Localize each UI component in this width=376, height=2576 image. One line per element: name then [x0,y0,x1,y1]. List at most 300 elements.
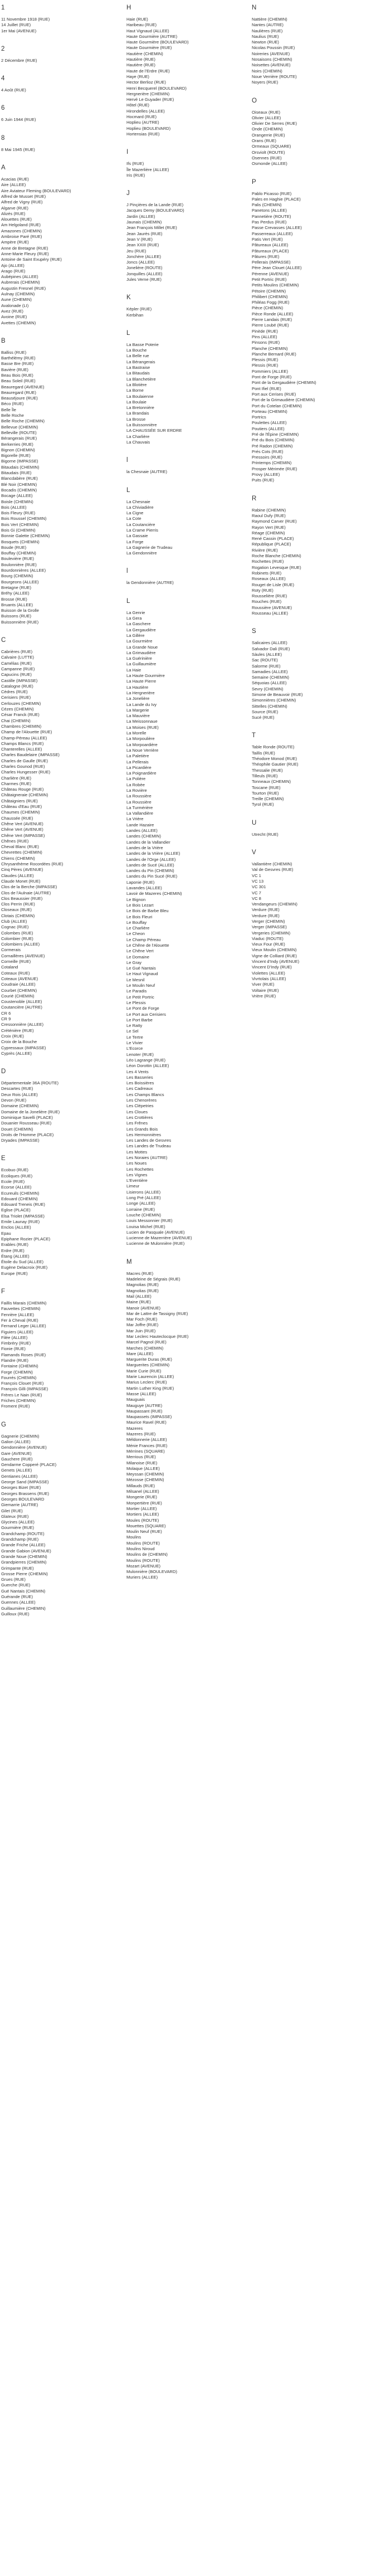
street-name: Flandre (RUE) [1,1358,28,1363]
street-name: Jean V (RUE) [126,236,153,242]
street-name: Chambres (CHEMIN) [1,723,42,729]
letter-section [126,1258,251,1581]
street-name: Lorraine (RUE) [126,1206,155,1212]
letter-section [1,1420,125,1618]
street-name: Les Landes de Trudeau [126,1143,171,1149]
street-name: La Hergnerière [126,690,155,695]
street-name: Théodore Monod (RUE) [252,756,297,762]
street-name: Verdure (RUE) [252,913,280,918]
street-name: Ifs (RUE) [126,161,144,167]
street-name: Marie Curie (RUE) [126,1368,162,1374]
street-name: Boulonnière (RUE) [1,562,37,567]
index-column-2 [125,0,251,2576]
street-name: Buisson de la Grolle [1,608,39,613]
street-name: LA CHAUSSÉE SUR ERDRE [126,428,182,434]
street-name: Croix (RUE) [1,1033,24,1039]
street-name: Tonneaux (CHEMIN) [252,779,291,785]
section-letter-heading: L [126,486,130,494]
street-name: Le Sel [126,1029,139,1034]
section-letter-heading: T [252,732,256,739]
street-name: Rouget de Lisle (RUE) [252,582,294,587]
street-name: Hautière (CHEMIN) [126,51,163,56]
street-name: Rousselière (RUE) [252,593,287,599]
street-name: Pâtures (RUE) [252,254,280,259]
street-name: Le Port aux Cerisiers [126,1011,166,1017]
street-name: La Haute Pierre [126,679,157,684]
street-name: Hervé Le Guyader (RUE) [126,97,174,103]
street-name: Marius Leclerc (RUE) [126,1380,167,1385]
street-name: Jules Verne (RUE) [126,276,162,282]
street-name: Simone de Beauvoir (RUE) [252,692,303,697]
street-name: Hocmard (RUE) [126,114,157,120]
street-name: Erables (RUE) [1,1242,28,1248]
street-name: Châtaigniers (RUE) [1,798,38,804]
street-name: Fauvettes (CHEMIN) [1,1306,41,1312]
street-name: Mazeres [126,1425,143,1431]
street-list [126,610,251,1247]
letter-section [126,3,251,137]
street-name: Belle Île [1,407,17,412]
street-name: Gauchere (RUE) [1,1456,33,1462]
street-list [252,640,376,720]
street-name: Île Mazerlière (ALLEE) [126,167,169,172]
street-name: La Margerie [126,707,149,713]
street-name: Arago (RUE) [1,268,26,274]
street-name: Olivier De Serres (RUE) [252,121,297,126]
street-name: Viver (RUE) [252,982,275,987]
street-name: Bretagne (RUE) [1,585,32,590]
letter-section [1,74,125,93]
street-name: Tyrol (RUE) [252,802,274,807]
street-name: Devon (RUE) [1,1098,27,1103]
street-name: Jonelière (ROUTE) [126,265,163,271]
street-name: Tourton (RUE) [252,790,279,796]
letter-section [1,337,125,625]
street-name: La Blotière [126,382,147,387]
street-name: Le Ratty [126,1023,143,1029]
street-name: Louis Messonnier (RUE) [126,1218,173,1224]
street-name: 11 Novembre 1918 (RUE) [1,17,50,22]
street-name: La Vrière [126,816,144,822]
street-name: Val de Gesvres (RUE) [252,867,294,873]
letter-section [252,494,376,617]
street-name: La Chesnaie [126,499,150,504]
street-name: Les 4 Vents [126,1069,149,1074]
street-name: Pont de Forge (RUE) [252,374,292,380]
street-name: Blancdabère (RUE) [1,476,38,481]
street-name: Pérenne (AVENUE) [252,271,289,276]
street-name: Le Pont de Forge [126,1006,159,1011]
street-name: Descartes (RUE) [1,1086,33,1092]
street-name: Chrysanthème Rocordées (RUE) [1,861,64,867]
street-name: Pinède (RUE) [252,328,278,334]
street-name: La Morpoardière [126,742,158,747]
section-letter-heading: E [1,1155,6,1162]
street-name: Magnolias (RUE) [126,1282,159,1288]
street-name: Chai (CHEMIN) [1,718,31,723]
street-name: Les Cadreaux [126,1086,153,1092]
street-name: Milsanel (ALLEE) [126,1489,159,1494]
street-name: Guilloux (RUE) [1,1611,30,1616]
street-name: Passe Crevasses (ALLEE) [252,225,302,231]
street-name: Taillis (RUE) [252,750,275,756]
street-name: VC 7 [252,890,261,895]
street-name: Naulières (RUE) [252,28,283,33]
section-letter-heading: I [126,149,129,156]
street-name: Marguerites (CHEMIN) [126,1362,170,1368]
street-name: La Morpoulière [126,736,155,742]
section-letter-heading: 8 [1,134,5,142]
letter-section [252,848,376,999]
section-letter-heading: F [1,1288,6,1296]
street-name: Ecorse (ALLEE) [1,1185,32,1190]
street-name: Dryades (IMPASSE) [1,1138,40,1143]
section-letter-heading: L [126,329,130,337]
street-name: Samadies (ALLEE) [252,669,288,674]
street-name: Chevrettes (CHEMIN) [1,850,42,855]
street-name: George Sand (IMPASSE) [1,1479,49,1485]
street-name: Toscane (RUE) [252,785,281,790]
street-name: Noyers (RUE) [252,80,279,85]
street-name: La Polière [126,776,146,782]
street-name: Bréhy (ALLEE) [1,591,30,596]
street-list [252,832,376,837]
street-name: Sac (ROUTE) [252,658,278,663]
street-name: Hortensias (RUE) [126,131,160,137]
street-name: Poulettes (ALLEE) [252,420,287,426]
street-name: Noirs (CHEMIN) [252,68,282,74]
street-name: Oiseaux (RUE) [252,109,281,115]
street-name: Bigorne (IMPASSE) [1,459,38,464]
street-name: Rochettes (RUE) [252,559,284,564]
street-name: Châtaigneraie (CHEMIN) [1,792,48,798]
street-name: Philéas Fogg (RUE) [252,300,290,305]
street-name: Verger (CHEMIN) [252,919,285,924]
street-name: Moulins de (CHEMIN) [126,1552,168,1557]
street-name: La Belle rue [126,353,149,359]
street-name: Les Boissières [126,1080,154,1086]
street-name: Haute de l'Erdre (RUE) [126,68,170,74]
street-name: Hector Berlioz (RUE) [126,80,166,85]
street-list [1,147,125,153]
street-name: La Jonelière [126,696,150,702]
street-name: Edouard Treneis (RUE) [1,1202,45,1207]
street-name: Vigne de Colliard (RUE) [252,953,297,958]
street-name: Maupassets (IMPASSE) [126,1414,172,1420]
street-name: 8 Mai 1945 (RUE) [1,147,35,152]
street-name: Guillaumière (CHEMIN) [1,1605,46,1611]
street-list [252,17,376,86]
street-name: Elsa Triolet (IMPASSE) [1,1213,45,1219]
section-letter-heading: 1 [1,4,5,11]
street-name: La Brosse [126,416,146,422]
street-name: Boulevière (RUE) [1,556,35,562]
street-name: Am Helgoland (RUE) [1,222,41,228]
street-name: Belle Roche [1,413,24,418]
street-name: Berkerries (RUE) [1,441,33,447]
street-name: Grues (RUE) [1,1577,26,1582]
street-list [126,161,251,178]
street-name: Bérangerais (RUE) [1,436,37,441]
street-name: Pins (ALLEE) [252,334,277,339]
street-name: Raoul Dufy (RUE) [252,513,286,518]
street-name: Filée (ALLEE) [1,1335,28,1340]
street-name: Ménie Frances (RUE) [126,1443,168,1448]
street-name: La Bitaudais [126,371,150,376]
street-name: Bois Roussel (CHEMIN) [1,516,47,522]
street-name: Hôtel (RUE) [126,103,149,108]
street-name: Pétoire (CHEMIN) [252,288,286,294]
street-name: Rabine (CHEMIN) [252,507,286,513]
street-name: Noue Verrière (ROUTE) [252,74,297,79]
street-list [1,1080,125,1143]
street-name: La Gaschere [126,621,151,627]
street-name: La Gendonnière [126,551,157,556]
street-name: Avez (RUE) [1,308,23,314]
street-name: La Grande Noue [126,644,158,650]
street-name: Les Mottes [126,1149,148,1155]
section-letter-heading: U [252,819,257,826]
street-name: Cerisiers (RUE) [1,695,31,700]
street-name: Pinsons (RUE) [252,340,280,345]
street-name: Thessalie (RUE) [252,767,283,773]
street-name: Gué Nantais (CHEMIN) [1,1588,46,1594]
street-name: Les Hermonnières [126,1132,162,1137]
street-name: Friches (CHEMIN) [1,1398,36,1404]
street-name: Vivrtolais (ALLEE) [252,976,286,981]
street-name: Le Tertre [126,1034,143,1040]
street-name: Rouches (RUE) [252,599,282,605]
street-name: Nicolas Poussin (RUE) [252,45,295,51]
street-name: Ecobuo (RUE) [1,1167,28,1173]
street-name: Cézes (CHEMIN) [1,707,34,712]
street-name: Vincent D'Indy (RUE) [252,965,292,970]
street-name: Jardin (ALLEE) [126,213,155,219]
street-name: Colombier (RUE) [1,936,33,941]
street-name: Maupassant (RUE) [126,1408,163,1414]
street-name: Le Domaine [126,954,149,960]
street-name: Port du Cotelan (CHEMIN) [252,403,302,408]
street-name: Le Mesnil [126,977,145,982]
street-name: Palis (CHEMIN) [252,202,282,208]
street-name: Prés Cots (RUE) [252,449,284,454]
street-name: La Grimaudière [126,650,156,655]
street-name: Landes de la Vallandier [126,839,170,845]
street-name: Sàules (ALLEE) [252,651,282,657]
street-list [126,1271,251,1581]
street-name: Roussière (AVENUE) [252,605,292,610]
street-name: Coustenoble (ALLEE) [1,999,42,1005]
street-name: Maurice Ravel (RUE) [126,1420,167,1425]
street-name: Mar Juin (RUE) [126,1328,156,1333]
street-name: Madeleine de Ségrais (RUE) [126,1277,180,1282]
street-name: Coudraie (ALLEE) [1,982,36,987]
street-name: La Robèe [126,782,145,787]
street-name: Grandchamp (RUE) [1,1537,39,1542]
street-name: Salicaires (ALLEE) [252,640,287,646]
street-list [126,17,251,137]
street-name: VC 8 [252,895,261,901]
section-letter-heading: J [126,190,130,197]
street-name: La Basse Poterie [126,342,159,347]
street-name: Martin Luther King (RUE) [126,1385,174,1391]
street-name: Landes (CHEMIN) [126,834,162,839]
street-name: Osmonde (ALLEE) [252,161,287,167]
street-name: François Clouet (RUE) [1,1381,44,1386]
street-name: Père Jean Clouet (ALLEE) [252,265,302,271]
street-name: Bosquets (CHEMIN) [1,539,40,544]
street-name: La Mauvière [126,713,150,719]
street-name: Les Landes de Gesvres [126,1138,172,1143]
letter-section [126,597,251,1247]
street-name: Rayon Vert (RUE) [252,524,286,530]
street-name: Pré du Bois (CHEMIN) [252,437,295,443]
street-name: Emile Launay (RUE) [1,1219,40,1225]
street-name: Bocadis (CHEMIN) [1,487,37,493]
street-name: Avoine (RUE) [1,314,27,320]
street-name: Jonquilles (ALLEE) [126,271,163,276]
street-name: La Moises (RUE) [126,724,159,730]
street-name: Maine (RUE) [126,1299,151,1305]
street-name: Gilet (RUE) [1,1508,23,1513]
street-name: Pellerais (IMPASSE) [252,260,291,265]
street-name: Beau Soleil (RUE) [1,378,36,384]
street-name: Jonchère (ALLEE) [126,254,162,259]
street-name: Verdure (RUE) [252,907,280,913]
street-name: La Cigne [126,510,144,516]
street-name: Courié (CHEMIN) [1,993,35,999]
street-name: Longe (ALLEE) [126,1201,155,1206]
street-name: Aire (ALLEE) [1,182,26,188]
street-list [1,177,125,326]
street-name: Monpertière (RUE) [126,1500,162,1506]
letter-section [126,567,251,586]
street-name: Salvador Dali (RUE) [252,646,290,651]
street-name: Orans (RUE) [252,138,276,144]
street-name: Galion (ALLEE) [1,1439,31,1444]
street-name: Les Noraies (AUTRE) [126,1155,168,1160]
street-name: Lucien de Pasquale (AVENUE) [126,1229,185,1235]
street-name: Mare (ALLEE) [126,1351,154,1356]
index-column-3 [251,0,376,2576]
street-name: VC 301 [252,884,266,890]
street-name: Anne de Bretagne (RUE) [1,245,48,251]
street-name: La Rovière [126,787,147,793]
street-name: Jeu (RUE) [126,248,147,254]
street-name: Mongerie (RUE) [126,1494,157,1500]
section-letter-heading: H [126,4,131,11]
section-letter-heading: 6 [1,105,5,112]
letter-section [1,45,125,64]
street-name: Georges Bizet (RUE) [1,1485,41,1491]
street-name: Chêne Vert (AVENUE) [1,827,43,832]
street-name: Henri Becquerel (BOULEVARD) [126,85,187,91]
street-name: Noireries (AVENUE) [252,51,290,56]
street-name: Vendangeurs (CHEMIN) [252,902,297,907]
street-name: Sevry (CHEMIN) [252,686,284,692]
street-name: Champs Blancs (RUE) [1,741,44,746]
street-name: Ormeaux (SQUARE) [252,144,291,149]
street-name: Port de la Grimaudière (CHEMIN) [252,397,315,403]
street-name: Lucienne de Mulonnière (RUE) [126,1241,185,1246]
letter-section [252,3,376,86]
street-list [1,87,125,93]
street-list [126,580,251,586]
street-name: Colombes (RUE) [1,930,33,936]
street-name: Balliss (RUE) [1,349,27,355]
street-name: La Hautière [126,684,149,690]
street-name: Muriers (ALLEE) [126,1575,158,1580]
street-name: Cinq Pères (AVENUE) [1,867,43,873]
section-letter-heading: P [252,178,256,186]
street-name: Landes du Pin (CHEMIN) [126,868,174,874]
street-name: Pierre Loubé (RUE) [252,323,289,328]
street-name: Pas Perdus (RUE) [252,220,287,225]
street-name: Haie (RUE) [126,17,148,22]
street-name: Pressoirs (RUE) [252,455,282,460]
street-name: République (PLACE) [252,542,291,547]
street-name: Haute Gourmière (RUE) [126,45,172,51]
street-name: Moulin Neuf (RUE) [126,1529,162,1535]
street-name: Iris (RUE) [126,172,145,178]
letter-section [1,104,125,123]
street-name: Table Ronde (ROUTE) [252,744,295,750]
street-name: Pâtureaux (PLACE) [252,248,289,254]
street-name: Chanterelles (ALLEE) [1,747,42,752]
section-letter-heading: G [1,1421,6,1428]
street-name: Verger (IMPASSE) [252,924,287,930]
street-name: Port aux Cerises (RUE) [252,391,296,397]
street-name: La Bérangerais [126,359,155,364]
street-name: Le Champ Péreau [126,937,161,942]
street-name: Coteaux (AVENUE) [1,976,38,981]
street-name: Mar Leclerc Hauteclocque (RUE) [126,1334,189,1339]
street-name: Chaussée (RUE) [1,815,33,821]
street-name: Pré de l'Épine (CHEMIN) [252,432,299,437]
street-name: Grande Noue (CHEMIN) [1,1554,47,1559]
street-name: La Gourmière [126,639,153,644]
letter-section [252,96,376,167]
street-name: Ampère (RUE) [1,240,29,245]
street-name: Gourmière (RUE) [1,1525,35,1531]
street-name: La Boulaie [126,399,147,405]
street-name: Bruants (ALLEE) [1,602,33,607]
street-list [1,649,125,1056]
street-name: Les Basseries [126,1074,153,1080]
street-name: Grandpierres (CHEMIN) [1,1560,47,1565]
street-name: Alfred de Vigny (RUE) [1,199,43,205]
street-name: Le Gray [126,960,142,965]
street-name: Marches (CHEMIN) [126,1345,164,1351]
letter-section [1,1067,125,1143]
section-letter-heading: l [126,457,128,464]
street-name: Bois Gi (CHEMIN) [1,528,36,533]
street-name: La Gagnerie de Trudeau [126,544,173,550]
street-name: Club (ALLEE) [1,919,27,924]
street-name: Grande Friche (ALLEE) [1,1542,46,1548]
street-name: Départementale 36A (ROUTE) [1,1080,58,1086]
letter-section [126,189,251,283]
street-name: Landes de la Vrière [126,845,163,850]
street-name: Étoile du Sud (ALLEE) [1,1259,43,1265]
street-name: Les Cloues [126,1109,148,1114]
street-name: Rousseau (ALLEE) [252,611,289,616]
street-name: La Turmérière [126,805,153,810]
street-name: Source (RUE) [252,709,279,714]
street-name: Long Pré (ALLEE) [126,1195,161,1201]
street-name: La Haute Gourmière [126,673,165,679]
letter-section [1,636,125,1056]
